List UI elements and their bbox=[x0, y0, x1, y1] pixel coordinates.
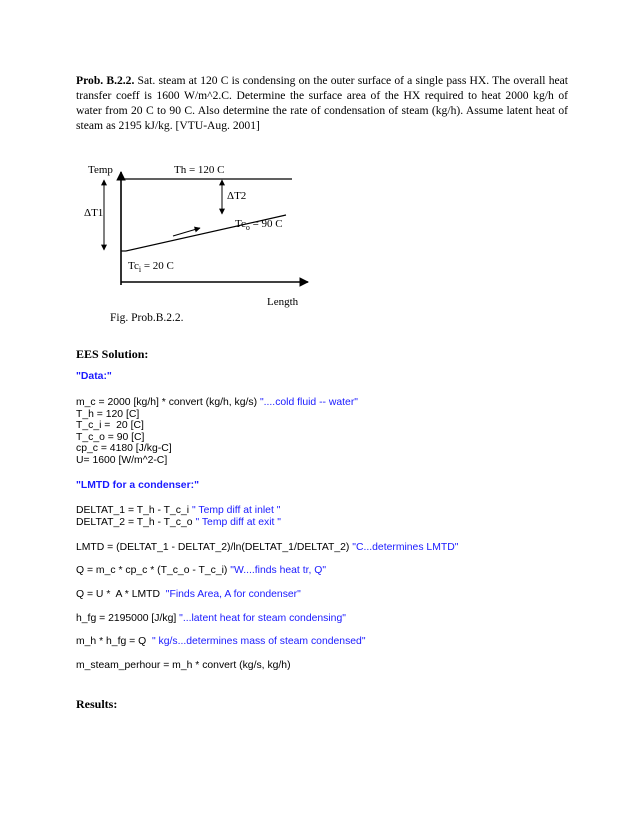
dt2-line: DELTAT_2 = T_h - T_c_o " Temp diff at exit " bbox=[76, 516, 281, 528]
th-line: T_h = 120 [C] bbox=[76, 408, 140, 420]
mh-line: m_h * h_fg = Q " kg/s...determines mass of steam condensed" bbox=[76, 636, 366, 647]
dt2-label: ΔT2 bbox=[227, 190, 247, 202]
cpc-line: cp_c = 4180 [J/kg-C] bbox=[76, 443, 172, 454]
tci-label: $Tc_i = 20$ C bbox=[128, 260, 174, 274]
mc-line: m_c = 2000 [kg/h] * convert (kg/h, kg/s) "....cold fluid -- water" bbox=[76, 397, 358, 408]
problem-label: Prob. B.2.2. bbox=[76, 74, 135, 87]
data-comment: "Data:" bbox=[76, 371, 112, 382]
mh-comment: " kg/s...determines mass of steam condensed" bbox=[151, 636, 366, 647]
tci-line: T_c_i = 20 [C] bbox=[76, 420, 144, 431]
results-heading: Results: bbox=[76, 697, 118, 711]
temperature-profile-diagram bbox=[70, 150, 330, 320]
dt1-comment: " Temp diff at inlet " bbox=[191, 505, 281, 516]
mc-comment: "....cold fluid -- water" bbox=[259, 397, 358, 408]
tco-label: $Tc_o = 90$ C bbox=[235, 218, 283, 232]
ees-solution-heading: EES Solution: bbox=[76, 347, 149, 361]
area-comment: "Finds Area, A for condenser" bbox=[165, 589, 301, 600]
lmtd-heading: "LMTD for a condenser:" bbox=[76, 480, 200, 491]
dt1-label: ΔT1 bbox=[84, 207, 104, 219]
q-line: Q = m_c * cp_c * (T_c_o - T_c_i) "W....finds heat tr, Q" bbox=[76, 565, 327, 576]
msteam-line: m_steam_perhour = m_h * convert (kg/s, kg/h) bbox=[76, 660, 291, 671]
temperature-profile-figure bbox=[70, 150, 330, 320]
problem-text: Sat. steam at 120 C is condensing on the outer surface of a single pass HX. The overall heat transfer coeff is 1600 W/m^2.C. Determine the surface area of the HX required to heat 2000 kg/h of water from 20 C to 90 C. Also determine the rate of condensation of steam (kg/h). Assume latent heat of steam as 2195 kJ/kg. [VTU-Aug. 2001] bbox=[76, 74, 568, 132]
temp-axis-label: Temp bbox=[88, 164, 113, 176]
length-axis-label: Length bbox=[267, 296, 299, 308]
lmtd-comment: "C...determines LMTD" bbox=[352, 542, 459, 553]
tco-line: T_c_o = 90 [C] bbox=[76, 431, 145, 443]
u-line: U= 1600 [W/m^2-C] bbox=[76, 454, 168, 466]
dt1-line: DELTAT_1 = T_h - T_c_i " Temp diff at inlet " bbox=[76, 505, 281, 516]
hfg-comment: "...latent heat for steam condensing" bbox=[179, 613, 346, 624]
q-comment: "W....finds heat tr, Q" bbox=[230, 565, 327, 576]
lmtd-line: LMTD = (DELTAT_1 - DELTAT_2)/ln(DELTAT_1/DELTAT_2) "C...determines LMTD" bbox=[76, 542, 459, 553]
th-label: Th = 120 C bbox=[174, 164, 225, 176]
problem-statement bbox=[76, 73, 568, 133]
area-line: Q = U * A * LMTD "Finds Area, A for condenser" bbox=[76, 589, 301, 600]
hfg-line: h_fg = 2195000 [J/kg] "...latent heat for steam condensing" bbox=[76, 613, 346, 624]
figure-caption: Fig. Prob.B.2.2. bbox=[110, 312, 184, 324]
dt2-comment: " Temp diff at exit " bbox=[195, 516, 281, 528]
